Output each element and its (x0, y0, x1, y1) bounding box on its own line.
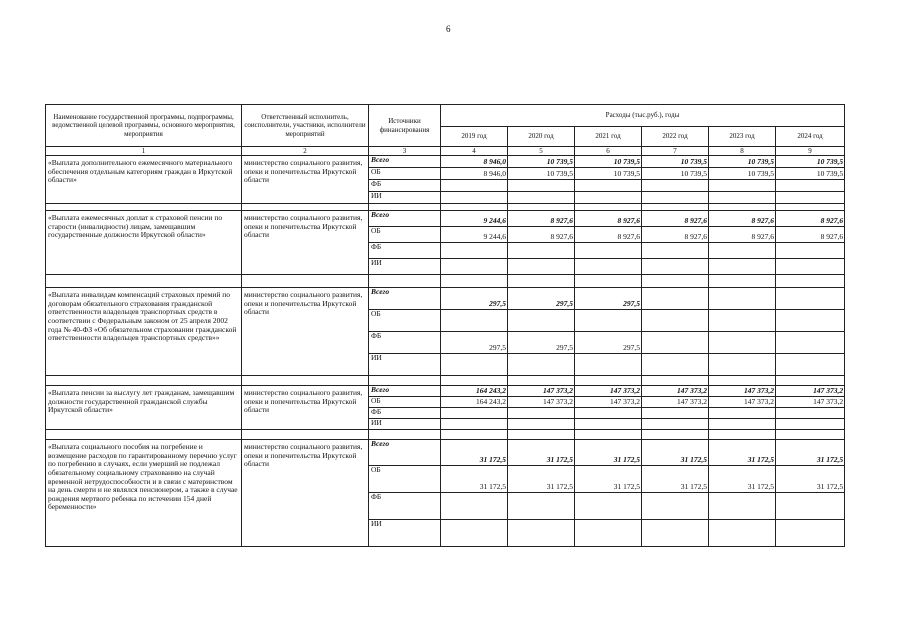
expense-value (508, 192, 575, 204)
separator-cell (242, 204, 369, 211)
expense-value: 31 172,5 (575, 466, 642, 493)
program-name: «Выплата пенсии за выслугу лет гражданам, замещавшим должности государственной гражданской службы Иркутской области» (46, 386, 242, 430)
expense-value (441, 192, 508, 204)
header-year: 2024 год (776, 127, 845, 147)
funding-source: ФБ (369, 332, 441, 354)
program-executor: министерство социального развития, опеки и попечительства Иркутской области (242, 440, 369, 547)
separator-cell (46, 376, 242, 386)
expense-value (709, 180, 776, 192)
expense-value: 10 739,5 (776, 168, 845, 180)
expense-value: 31 172,5 (709, 440, 776, 466)
separator-cell (508, 430, 575, 440)
expense-value: 297,5 (508, 288, 575, 310)
expense-value: 10 739,5 (508, 156, 575, 168)
program-executor: министерство социального развития, опеки и попечительства Иркутской области (242, 156, 369, 204)
column-index: 1 (46, 147, 242, 156)
expense-value: 8 946,0 (441, 156, 508, 168)
expense-value (642, 310, 709, 332)
funding-source: ФБ (369, 243, 441, 259)
column-index: 8 (709, 147, 776, 156)
separator-cell (709, 376, 776, 386)
expense-value (508, 354, 575, 376)
row-separator (46, 430, 845, 440)
expense-value (709, 259, 776, 275)
funding-source: ОБ (369, 168, 441, 180)
expense-value (508, 408, 575, 419)
expense-value: 31 172,5 (575, 440, 642, 466)
expense-value: 297,5 (441, 332, 508, 354)
column-index: 7 (642, 147, 709, 156)
expense-value (776, 493, 845, 520)
expense-value: 164 243,2 (441, 397, 508, 408)
funding-source: ФБ (369, 180, 441, 192)
expense-value: 164 243,2 (441, 386, 508, 397)
program-row (46, 440, 845, 466)
separator-cell (776, 275, 845, 288)
header-year: 2021 год (575, 127, 642, 147)
funding-source: ФБ (369, 408, 441, 419)
expense-value (776, 354, 845, 376)
expense-value (642, 259, 709, 275)
separator-cell (46, 275, 242, 288)
expense-value: 31 172,5 (441, 440, 508, 466)
row-separator (46, 376, 845, 386)
expense-value: 8 927,6 (776, 211, 845, 227)
expense-value: 10 739,5 (642, 168, 709, 180)
expense-value: 8 927,6 (642, 211, 709, 227)
expense-value (642, 192, 709, 204)
expense-value (441, 310, 508, 332)
funding-source: ИИ (369, 192, 441, 204)
funding-source: Всего (369, 288, 441, 310)
expense-value (642, 520, 709, 547)
program-executor: министерство социального развития, опеки и попечительства Иркутской области (242, 288, 369, 376)
expense-value (575, 419, 642, 430)
expense-value (441, 493, 508, 520)
separator-cell (242, 275, 369, 288)
expense-value (709, 408, 776, 419)
expense-value: 8 927,6 (642, 227, 709, 243)
header-expenses: Расходы (тыс.руб.), годы (441, 105, 845, 127)
expense-value: 9 244,6 (441, 211, 508, 227)
expense-value: 147 373,2 (508, 386, 575, 397)
expense-value: 147 373,2 (709, 386, 776, 397)
expense-value (776, 288, 845, 310)
expense-value: 147 373,2 (642, 386, 709, 397)
header-executor: Ответственный исполнитель, соисполнители, участники, исполнители мероприятий (242, 105, 369, 147)
program-executor: министерство социального развития, опеки и попечительства Иркутской области (242, 211, 369, 275)
expense-value: 297,5 (575, 288, 642, 310)
separator-cell (575, 430, 642, 440)
separator-cell (369, 376, 441, 386)
expense-value (709, 493, 776, 520)
expense-value (508, 493, 575, 520)
expense-value: 297,5 (575, 332, 642, 354)
expense-value (575, 243, 642, 259)
expense-value: 8 927,6 (709, 227, 776, 243)
separator-cell (508, 275, 575, 288)
expense-value (776, 310, 845, 332)
expense-value: 10 739,5 (575, 156, 642, 168)
expense-value: 147 373,2 (642, 397, 709, 408)
separator-cell (642, 275, 709, 288)
expense-value (642, 332, 709, 354)
separator-cell (776, 204, 845, 211)
column-index: 5 (508, 147, 575, 156)
expense-value (776, 520, 845, 547)
funding-source: ИИ (369, 419, 441, 430)
program-row (46, 211, 845, 227)
separator-cell (369, 275, 441, 288)
expense-value: 8 927,6 (575, 211, 642, 227)
expense-value (642, 354, 709, 376)
program-executor: министерство социального развития, опеки и попечительства Иркутской области (242, 386, 369, 430)
funding-source: Всего (369, 156, 441, 168)
expense-value (441, 408, 508, 419)
expense-value: 8 946,0 (441, 168, 508, 180)
expense-value (508, 259, 575, 275)
expense-value (441, 259, 508, 275)
header-year: 2023 год (709, 127, 776, 147)
program-name: «Выплата инвалидам компенсаций страховых премий по договорам обязательного страхования гражданской ответственности владельцев транспортных средств в соответствии с Федеральным законом от 25 апреля 2002 года № 40-ФЗ «Об обязательном страховании гражданской ответственности владельцев транспортных средств»» (46, 288, 242, 376)
expense-value (508, 180, 575, 192)
expense-value: 147 373,2 (508, 397, 575, 408)
expense-value (441, 180, 508, 192)
expense-value (776, 180, 845, 192)
expense-value: 31 172,5 (441, 466, 508, 493)
expense-value: 8 927,6 (575, 227, 642, 243)
program-row (46, 288, 845, 310)
separator-cell (46, 204, 242, 211)
expense-value: 10 739,5 (575, 168, 642, 180)
funding-source: Всего (369, 440, 441, 466)
expense-value (441, 243, 508, 259)
expense-value (575, 310, 642, 332)
separator-cell (642, 430, 709, 440)
separator-cell (709, 430, 776, 440)
separator-cell (709, 275, 776, 288)
expense-value (776, 192, 845, 204)
header-year: 2019 год (441, 127, 508, 147)
expense-value (508, 243, 575, 259)
header-year: 2022 год (642, 127, 709, 147)
separator-cell (508, 376, 575, 386)
funding-source: ИИ (369, 354, 441, 376)
expense-value (575, 192, 642, 204)
expense-value: 297,5 (441, 288, 508, 310)
expense-value: 10 739,5 (508, 168, 575, 180)
expense-value: 297,5 (508, 332, 575, 354)
separator-cell (575, 376, 642, 386)
funding-source: Всего (369, 211, 441, 227)
separator-cell (575, 204, 642, 211)
separator-cell (642, 376, 709, 386)
table-body (46, 156, 845, 547)
separator-cell (508, 204, 575, 211)
expense-value (642, 493, 709, 520)
separator-cell (242, 430, 369, 440)
expense-value (776, 419, 845, 430)
funding-source: ОБ (369, 227, 441, 243)
row-separator (46, 275, 845, 288)
expense-value: 31 172,5 (508, 466, 575, 493)
page-number: 6 (446, 24, 451, 34)
expense-value (709, 354, 776, 376)
expense-value: 147 373,2 (575, 397, 642, 408)
column-index: 3 (369, 147, 441, 156)
expense-value: 10 739,5 (709, 168, 776, 180)
separator-cell (441, 430, 508, 440)
expense-value (709, 419, 776, 430)
program-name: «Выплата социального пособия на погребение и возмещение расходов по гарантированному перечню услуг по погребению в случаях, если умерший не подлежал обязательному социальному страхованию на случай временной нетрудоспособности и в связи с материнством на день смерти и не являлся пенсионером, а также в случае рождения мертвого ребенка по истечении 154 дней беременности» (46, 440, 242, 547)
program-row (46, 386, 845, 397)
column-index: 9 (776, 147, 845, 156)
expense-value: 147 373,2 (709, 397, 776, 408)
expense-value (441, 419, 508, 430)
column-index: 4 (441, 147, 508, 156)
expense-value (508, 310, 575, 332)
expense-value: 8 927,6 (776, 227, 845, 243)
expense-value: 8 927,6 (709, 211, 776, 227)
expense-value (642, 288, 709, 310)
expense-value (709, 243, 776, 259)
expense-value: 31 172,5 (709, 466, 776, 493)
expense-value (776, 243, 845, 259)
program-name: «Выплата ежемесячных доплат к страховой пенсии по старости (инвалидности) лицам, замещавшим государственные должности Иркутской области» (46, 211, 242, 275)
separator-cell (441, 275, 508, 288)
separator-cell (46, 430, 242, 440)
expense-value: 10 739,5 (709, 156, 776, 168)
expense-value (575, 354, 642, 376)
expense-value (776, 408, 845, 419)
column-index: 2 (242, 147, 369, 156)
expense-value (508, 419, 575, 430)
expense-value: 31 172,5 (642, 440, 709, 466)
expense-value: 147 373,2 (776, 397, 845, 408)
expense-value (709, 332, 776, 354)
separator-cell (242, 376, 369, 386)
expense-value: 31 172,5 (776, 440, 845, 466)
expense-value (441, 354, 508, 376)
funding-source: ОБ (369, 466, 441, 493)
header-source: Источники финансирования (369, 105, 441, 147)
separator-cell (776, 430, 845, 440)
expense-value: 31 172,5 (508, 440, 575, 466)
separator-cell (642, 204, 709, 211)
separator-cell (776, 376, 845, 386)
column-index: 6 (575, 147, 642, 156)
funding-source: ОБ (369, 397, 441, 408)
separator-cell (369, 430, 441, 440)
expense-value (642, 419, 709, 430)
program-name: «Выплата дополнительного ежемесячного материального обеспечения отдельным категориям граждан в Иркутской области» (46, 156, 242, 204)
header-name: Наименование государственной программы, подпрограммы, ведомственной целевой программы, основного мероприятия, мероприятия (46, 105, 242, 147)
header-year: 2020 год (508, 127, 575, 147)
expense-value (709, 192, 776, 204)
expense-value (642, 180, 709, 192)
funding-source: Всего (369, 386, 441, 397)
funding-source: ИИ (369, 259, 441, 275)
funding-source: ОБ (369, 310, 441, 332)
separator-cell (709, 204, 776, 211)
expense-value (776, 332, 845, 354)
program-row (46, 156, 845, 168)
separator-cell (575, 275, 642, 288)
expense-value (575, 408, 642, 419)
expense-value: 8 927,6 (508, 211, 575, 227)
expense-value (709, 520, 776, 547)
funding-source: ФБ (369, 493, 441, 520)
expense-value (642, 243, 709, 259)
separator-cell (441, 204, 508, 211)
expense-value (575, 180, 642, 192)
expense-value: 147 373,2 (776, 386, 845, 397)
separator-cell (441, 376, 508, 386)
expense-value (709, 310, 776, 332)
expense-value: 10 739,5 (776, 156, 845, 168)
row-separator (46, 204, 845, 211)
expense-value (575, 520, 642, 547)
expense-value (776, 259, 845, 275)
expense-value (508, 520, 575, 547)
expense-value: 8 927,6 (508, 227, 575, 243)
expense-value: 10 739,5 (642, 156, 709, 168)
expense-value: 31 172,5 (776, 466, 845, 493)
expense-value: 31 172,5 (642, 466, 709, 493)
expense-value (642, 408, 709, 419)
expense-value (441, 520, 508, 547)
expense-value (709, 288, 776, 310)
expense-value: 147 373,2 (575, 386, 642, 397)
budget-table (45, 104, 845, 547)
expense-value (575, 259, 642, 275)
funding-source: ИИ (369, 520, 441, 547)
expense-value (575, 493, 642, 520)
expense-value: 9 244,6 (441, 227, 508, 243)
